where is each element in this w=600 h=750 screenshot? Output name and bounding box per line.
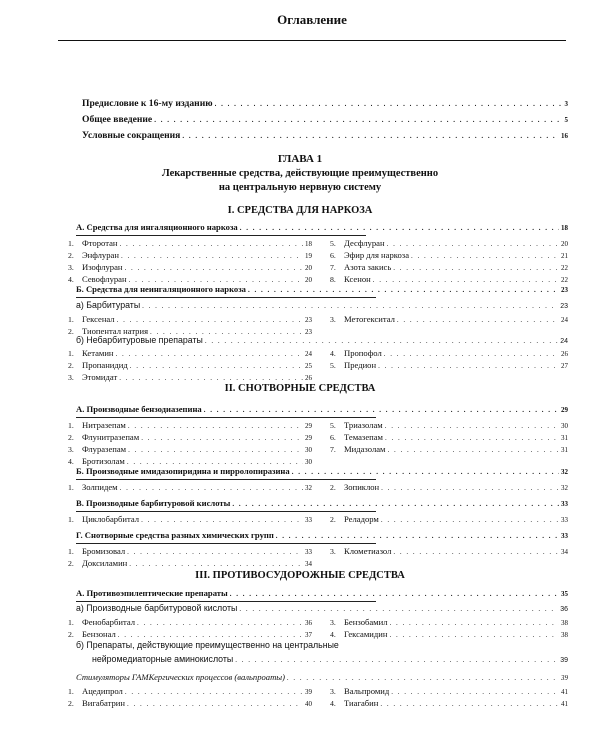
drug-entry-label: Циклобарбитал (82, 514, 140, 524)
subsection-a-label: А. Противоэпилептические препараты (76, 588, 228, 598)
drug-entry (344, 348, 568, 358)
subsection-a-page: 29 (561, 406, 568, 414)
subsection-c-dots (232, 500, 559, 508)
front-entry-dots (154, 116, 562, 124)
section-title-2: II. СНОТВОРНЫЕ СРЕДСТВА (224, 383, 376, 394)
drug-entry-dots (381, 516, 559, 524)
drug-entry-page: 29 (305, 434, 312, 442)
drug-entry-number: 3. (68, 373, 74, 382)
drug-entry-label: Темазепам (344, 432, 383, 442)
drug-entry-page: 23 (305, 316, 312, 324)
drug-entry (344, 514, 568, 524)
drug-entry (82, 372, 312, 382)
subsection-rule (76, 297, 376, 298)
drug-entry-dots (373, 276, 559, 284)
drug-entry-dots (141, 516, 303, 524)
drug-entry (82, 629, 312, 639)
group-gaba-line2-dots (235, 656, 558, 664)
subsection-b-label: Б. Средства для неингаляционного наркоза (76, 284, 246, 294)
drug-entry-number: 2. (68, 699, 74, 708)
drug-entry-number: 3. (330, 687, 336, 696)
drug-entry-dots (127, 700, 303, 708)
drug-entry (344, 250, 568, 260)
drug-entry-page: 22 (561, 264, 568, 272)
drug-entry-number: 3. (330, 315, 336, 324)
subsection-a-page: 35 (561, 590, 568, 598)
subsection-rule (76, 543, 376, 544)
drug-entry-dots (129, 560, 303, 568)
page-title: Оглавление (277, 12, 347, 27)
group-barbiturates-page: 23 (560, 303, 568, 310)
drug-entry-label: Кетамин (82, 348, 114, 358)
drug-entry (344, 444, 568, 454)
subsection-rule (76, 417, 376, 418)
drug-entry-dots (128, 446, 303, 454)
drug-entry-page: 40 (305, 700, 312, 708)
subsection-b-dots (248, 286, 559, 294)
drug-entry-page: 32 (305, 484, 312, 492)
group-barbituric-derivatives (76, 603, 568, 613)
drug-entry (82, 420, 312, 430)
drug-entry-label: Триазолам (344, 420, 383, 430)
subsection-a-dots (240, 224, 559, 232)
drug-entry-dots (391, 688, 559, 696)
drug-entry-number: 2. (330, 483, 336, 492)
drug-entry-number: 7. (330, 445, 336, 454)
drug-entry (344, 432, 568, 442)
drug-entry-label: Доксиламин (82, 558, 128, 568)
drug-entry-dots (117, 316, 303, 324)
drug-entry (344, 482, 568, 492)
front-entry-page: 5 (564, 116, 568, 124)
drug-entry-label: Пропофол (344, 348, 382, 358)
drug-entry-page: 34 (305, 560, 312, 568)
subsection-rule (76, 601, 376, 602)
front-entry-page: 3 (564, 100, 568, 108)
subsection-a-dots (230, 590, 559, 598)
drug-entry-label: Мидазолам (344, 444, 386, 454)
subsection-d-dots (276, 532, 559, 540)
drug-entry (82, 238, 312, 248)
drug-entry-page: 24 (561, 316, 568, 324)
subsection-c-page: 33 (561, 500, 568, 508)
front-entry-dots (182, 132, 559, 140)
drug-entry-label: Бромизовал (82, 546, 126, 556)
drug-entry-dots (385, 422, 559, 430)
drug-entry-number: 5. (330, 361, 336, 370)
drug-entry-number: 4. (330, 699, 336, 708)
drug-entry (344, 360, 568, 370)
drug-entry-dots (393, 548, 559, 556)
drug-entry (82, 686, 312, 696)
drug-entry-page: 25 (305, 362, 312, 370)
drug-entry-dots (388, 446, 560, 454)
drug-entry-number: 1. (68, 547, 74, 556)
drug-entry (82, 558, 312, 568)
drug-entry-label: Золпидем (82, 482, 118, 492)
group-barbituric-derivatives-dots (239, 605, 558, 613)
drug-entry-dots (121, 252, 303, 260)
front-entry (82, 114, 568, 125)
drug-entry-page: 20 (561, 240, 568, 248)
drug-entry-number: 1. (68, 349, 74, 358)
drug-entry-number: 4. (330, 349, 336, 358)
group-gaba-line2 (92, 654, 568, 664)
drug-entry-dots (393, 264, 559, 272)
drug-entry-dots (130, 362, 303, 370)
subsection-b-label: Б. Производные имидазопиридина и пирролопиразина (76, 466, 290, 476)
drug-entry (344, 698, 568, 708)
drug-entry-dots (125, 264, 304, 272)
group-stimulators-page: 39 (561, 674, 568, 682)
drug-entry-dots (120, 484, 303, 492)
drug-entry (82, 514, 312, 524)
subsection-b-dots (292, 468, 559, 476)
subsection-a-page: 18 (561, 224, 568, 232)
group-stimulators (76, 672, 568, 682)
drug-entry-dots (119, 240, 303, 248)
group-barbituric-derivatives-page: 36 (560, 606, 568, 613)
drug-entry-page: 18 (305, 240, 312, 248)
drug-entry-label: Пропанидид (82, 360, 128, 370)
subsection-a-label: А. Средства для ингаляционного наркоза (76, 222, 238, 232)
drug-entry-number: 3. (68, 263, 74, 272)
group-barbiturates (76, 300, 568, 310)
drug-entry-page: 20 (305, 276, 312, 284)
drug-entry-page: 38 (561, 631, 568, 639)
drug-entry-dots (384, 350, 559, 358)
drug-entry-number: 1. (68, 421, 74, 430)
chapter-title-line2: на центральную нервную систему (218, 182, 382, 193)
drug-entry-label: Метогекситал (344, 314, 395, 324)
drug-entry-label: Вальпромид (344, 686, 390, 696)
group-gaba-line2-page: 39 (560, 657, 568, 664)
drug-entry (82, 617, 312, 627)
drug-entry-page: 31 (561, 434, 568, 442)
drug-entry-label: Фторотан (82, 238, 118, 248)
drug-entry-label: Фенобарбитал (82, 617, 135, 627)
subsection-a-label: А. Производные бензодиазепина (76, 404, 202, 414)
drug-entry-page: 26 (561, 350, 568, 358)
front-entry-label: Условные сокращения (82, 130, 181, 141)
drug-entry-page: 21 (561, 252, 568, 260)
subsection-b-page: 32 (561, 468, 568, 476)
drug-entry-label: Ксенон (344, 274, 371, 284)
drug-entry-page: 23 (305, 328, 312, 336)
drug-entry-number: 7. (330, 263, 336, 272)
drug-entry-label: Десфлуран (344, 238, 385, 248)
subsection-a-dots (204, 406, 559, 414)
subsection-d (76, 530, 568, 540)
drug-entry (82, 482, 312, 492)
drug-entry-number: 4. (68, 457, 74, 466)
drug-entry-dots (411, 252, 559, 260)
front-entry (82, 130, 568, 141)
drug-entry-label: Предион (344, 360, 377, 370)
drug-entry-page: 29 (305, 422, 312, 430)
section-title-3: III. ПРОТИВОСУДОРОЖНЫЕ СРЕДСТВА (195, 570, 405, 581)
drug-entry-page: 33 (561, 516, 568, 524)
drug-entry-dots (390, 619, 559, 627)
drug-entry (344, 629, 568, 639)
drug-entry-dots (125, 688, 303, 696)
drug-entry-page: 19 (305, 252, 312, 260)
group-nonbarbiturates-dots (205, 337, 558, 345)
subsection-c-label: В. Производные барбитуровой кислоты (76, 498, 231, 508)
drug-entry-label: Гексамидин (344, 629, 388, 639)
subsection-rule (76, 511, 376, 512)
group-nonbarbiturates-page: 24 (560, 338, 568, 345)
drug-entry-number: 3. (330, 547, 336, 556)
drug-entry-dots (127, 458, 303, 466)
drug-entry-page: 33 (305, 516, 312, 524)
drug-entry-dots (389, 631, 559, 639)
drug-entry-label: Реладорм (344, 514, 379, 524)
drug-entry-label: Вигабатрин (82, 698, 125, 708)
drug-entry-number: 2. (330, 515, 336, 524)
subsection-b (76, 466, 568, 476)
drug-entry-label: Зопиклон (344, 482, 380, 492)
drug-entry-page: 41 (561, 688, 568, 696)
drug-entry (82, 432, 312, 442)
drug-entry (82, 698, 312, 708)
drug-entry-label: Этомидат (82, 372, 118, 382)
drug-entry-label: Гексенал (82, 314, 115, 324)
drug-entry-page: 20 (305, 264, 312, 272)
drug-entry-page: 33 (305, 548, 312, 556)
drug-entry-label: Ацедипрол (82, 686, 123, 696)
drug-entry (344, 617, 568, 627)
front-entry-label: Предисловие к 16-му изданию (82, 98, 213, 109)
drug-entry-label: Бротизолам (82, 456, 125, 466)
front-entry-label: Общее введение (82, 114, 153, 125)
drug-entry (344, 686, 568, 696)
drug-entry (82, 348, 312, 358)
drug-entry-page: 32 (561, 484, 568, 492)
drug-entry-page: 31 (561, 446, 568, 454)
drug-entry-number: 5. (330, 239, 336, 248)
drug-entry (82, 262, 312, 272)
drug-entry-dots (129, 276, 303, 284)
group-stimulators-dots (287, 674, 559, 682)
chapter-title-line1: Лекарственные средства, действующие преимущественно (161, 168, 439, 179)
drug-entry-number: 6. (330, 251, 336, 260)
drug-entry-number: 1. (68, 239, 74, 248)
drug-entry-number: 3. (330, 618, 336, 627)
drug-entry (344, 262, 568, 272)
drug-entry-label: Эфир для наркоза (344, 250, 410, 260)
group-nonbarbiturates (76, 335, 568, 345)
drug-entry-label: Бензобамил (344, 617, 388, 627)
drug-entry-dots (128, 422, 303, 430)
drug-entry-number: 1. (68, 315, 74, 324)
section-title-1: I. СРЕДСТВА ДЛЯ НАРКОЗА (227, 205, 373, 216)
drug-entry-number: 2. (68, 559, 74, 568)
subsection-b (76, 284, 568, 294)
drug-entry (344, 238, 568, 248)
drug-entry-dots (385, 434, 559, 442)
drug-entry-number: 2. (68, 361, 74, 370)
group-barbiturates-label: а) Барбитураты (76, 300, 141, 310)
drug-entry (344, 314, 568, 324)
drug-entry-dots (127, 548, 303, 556)
subsection-b-page: 23 (561, 286, 568, 294)
drug-entry-label: Севофлуран (82, 274, 127, 284)
drug-entry-label: Тиагабин (344, 698, 379, 708)
group-barbiturates-dots (142, 302, 558, 310)
drug-entry-number: 3. (68, 445, 74, 454)
drug-entry-label: Тиопентал натрия (82, 326, 149, 336)
drug-entry-dots (119, 374, 303, 382)
drug-entry-number: 2. (68, 433, 74, 442)
drug-entry-label: Флуразепам (82, 444, 127, 454)
drug-entry-page: 24 (305, 350, 312, 358)
drug-entry-page: 36 (305, 619, 312, 627)
drug-entry-page: 41 (561, 700, 568, 708)
front-entry-page: 16 (561, 132, 568, 140)
drug-entry-page: 34 (561, 548, 568, 556)
drug-entry-dots (116, 350, 303, 358)
drug-entry-page: 37 (305, 631, 312, 639)
drug-entry-dots (387, 240, 559, 248)
subsection-a (76, 588, 568, 598)
subsection-rule (76, 479, 376, 480)
drug-entry-page: 30 (561, 422, 568, 430)
drug-entry (344, 274, 568, 284)
subsection-d-label: Г. Снотворные средства разных химических групп (76, 530, 274, 540)
drug-entry (82, 250, 312, 260)
subsection-a (76, 404, 568, 414)
drug-entry-number: 4. (68, 275, 74, 284)
drug-entry-number: 6. (330, 433, 336, 442)
drug-entry (82, 314, 312, 324)
drug-entry-dots (381, 484, 559, 492)
drug-entry (82, 274, 312, 284)
group-gaba-line2-label: нейромедиаторные аминокислоты (92, 654, 234, 664)
group-stimulators-label: Стимуляторы ГАМКергических процессов (вальпроаты) (76, 672, 285, 682)
group-barbituric-derivatives-label: а) Производные барбитуровой кислоты (76, 603, 238, 613)
drug-entry-number: 2. (68, 327, 74, 336)
chapter-label: ГЛАВА 1 (277, 153, 323, 165)
drug-entry-page: 22 (561, 276, 568, 284)
drug-entry-number: 2. (68, 630, 74, 639)
drug-entry-label: Изофлуран (82, 262, 123, 272)
subsection-a (76, 222, 568, 232)
drug-entry-page: 30 (305, 446, 312, 454)
subsection-rule (76, 235, 366, 236)
drug-entry-dots (141, 434, 303, 442)
subsection-c (76, 498, 568, 508)
front-entry (82, 98, 568, 109)
group-nonbarbiturates-label: б) Небарбитуровые препараты (76, 335, 203, 345)
subsection-d-page: 33 (561, 532, 568, 540)
drug-entry (344, 546, 568, 556)
drug-entry (82, 444, 312, 454)
drug-entry-label: Энфлуран (82, 250, 119, 260)
drug-entry (82, 546, 312, 556)
drug-entry-page: 39 (305, 688, 312, 696)
drug-entry-number: 1. (68, 618, 74, 627)
drug-entry-page: 27 (561, 362, 568, 370)
front-entry-dots (215, 100, 563, 108)
group-gaba-line1: б) Препараты, действующие преимущественно на центральные (76, 640, 339, 650)
drug-entry-page: 30 (305, 458, 312, 466)
drug-entry-dots (380, 700, 559, 708)
drug-entry-number: 1. (68, 483, 74, 492)
drug-entry-label: Нитразепам (82, 420, 126, 430)
header-rule (58, 40, 566, 41)
drug-entry-dots (137, 619, 303, 627)
drug-entry-dots (118, 631, 303, 639)
drug-entry-label: Клометиазол (344, 546, 392, 556)
drug-entry-number: 2. (68, 251, 74, 260)
drug-entry-dots (378, 362, 559, 370)
drug-entry-page: 26 (305, 374, 312, 382)
drug-entry-label: Бензонал (82, 629, 116, 639)
drug-entry-number: 8. (330, 275, 336, 284)
drug-entry (82, 456, 312, 466)
drug-entry-label: Азота закись (344, 262, 392, 272)
drug-entry-number: 5. (330, 421, 336, 430)
drug-entry (344, 420, 568, 430)
drug-entry-dots (397, 316, 559, 324)
drug-entry-page: 38 (561, 619, 568, 627)
drug-entry-number: 1. (68, 515, 74, 524)
drug-entry (82, 360, 312, 370)
drug-entry-number: 4. (330, 630, 336, 639)
drug-entry-number: 1. (68, 687, 74, 696)
drug-entry-label: Флунитразепам (82, 432, 140, 442)
